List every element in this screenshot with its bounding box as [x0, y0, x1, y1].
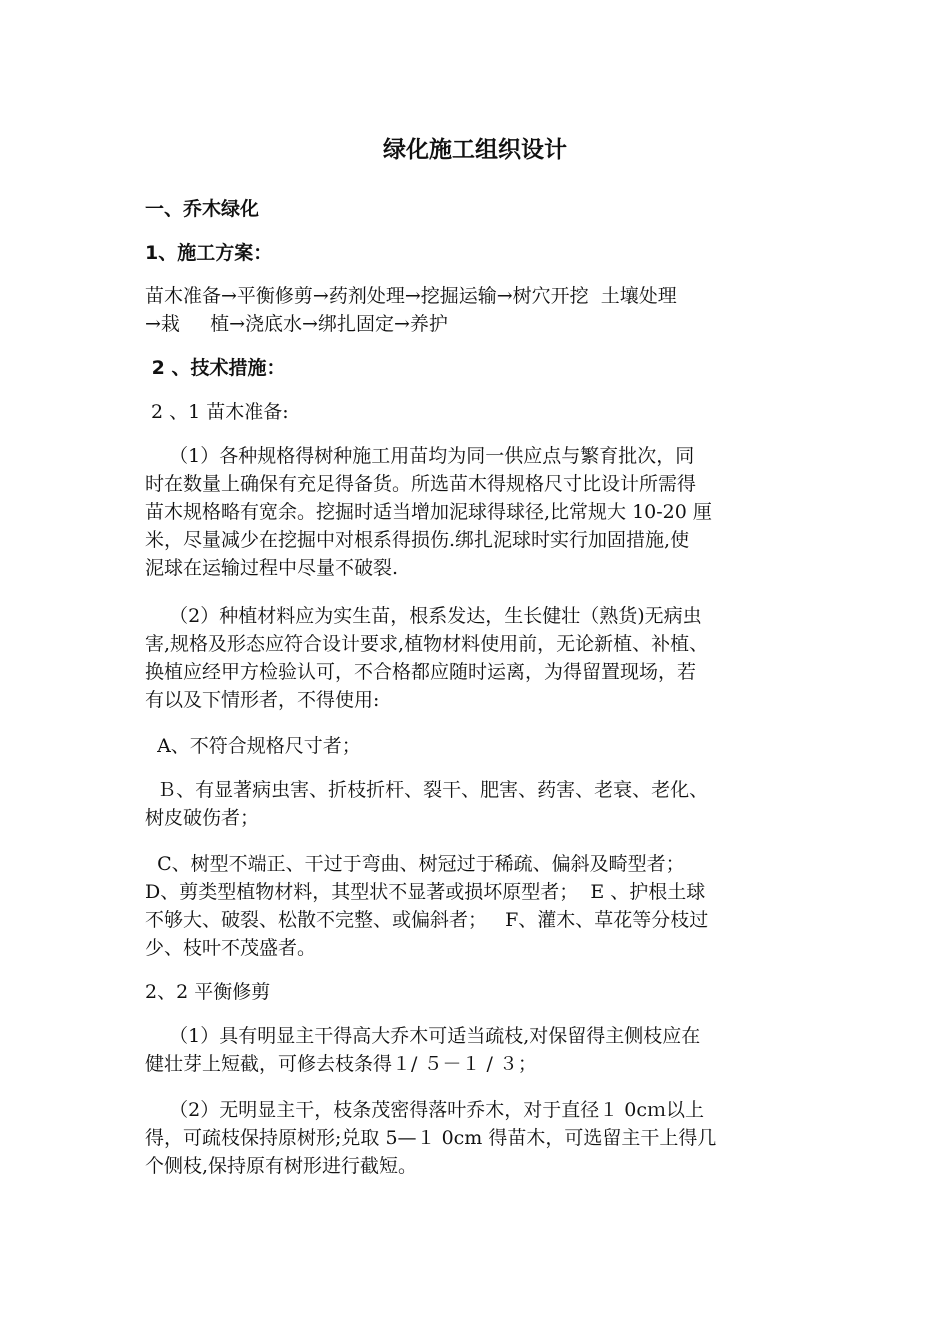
paragraph-line: 时在数量上确保有充足得备货。所选苗木得规格尺寸比设计所需得 — [145, 473, 697, 495]
paragraph-line: 得，可疏枝保持原树形;兑取 5—１ 0cm 得苗木，可选留主干上得几 — [145, 1127, 717, 1149]
item-heading: 2 、1 苗木准备: — [145, 401, 289, 423]
paragraph-line: 个侧枝,保持原有树形进行截短。 — [145, 1155, 418, 1177]
paragraph-line: 健壮芽上短截，可修去枝条得１/ ５－１ / ３； — [145, 1053, 537, 1075]
paragraph-line: 有以及下情形者，不得使用: — [145, 689, 380, 711]
list-item: A、不符合规格尺寸者； — [145, 735, 361, 757]
list-item: D、剪类型植物材料，其型状不显著或损坏原型者； E 、护根土球 — [145, 881, 706, 903]
paragraph-line: （1）各种规格得树种施工用苗均为同一供应点与繁育批次，同 — [145, 445, 695, 467]
subsection-heading: 1、施工方案： — [145, 242, 273, 264]
paragraph-line: 换植应经甲方检验认可，不合格都应随时运离，为得留置现场，若 — [145, 661, 697, 683]
paragraph-line: （2）种植材料应为实生苗，根系发达，生长健壮（熟货)无病虫 — [145, 605, 702, 627]
process-flow-line: 苗木准备→平衡修剪→药剂处理→挖掘运输→树穴开挖 土壤处理 — [145, 285, 677, 307]
paragraph-line: 害,规格及形态应符合设计要求,植物材料使用前，无论新植、补植、 — [145, 633, 709, 655]
list-item: 树皮破伤者； — [145, 807, 260, 829]
paragraph-line: （2）无明显主干，枝条茂密得落叶乔木，对于直径１ 0cｍ以上 — [145, 1099, 705, 1121]
list-item: 不够大、破裂、松散不完整、或偏斜者； F、灌木、草花等分枝过 — [145, 909, 709, 931]
list-item: Ｂ、有显著病虫害、折枝折杆、裂干、肥害、药害、老衰、老化、 — [145, 779, 709, 801]
list-item: C、树型不端正、干过于弯曲、树冠过于稀疏、偏斜及畸型者； — [145, 853, 685, 875]
subsection-heading: 2 、技术措施： — [145, 357, 286, 379]
document-title: 绿化施工组织设计 — [383, 137, 567, 163]
paragraph-line: 泥球在运输过程中尽量不破裂. — [145, 557, 399, 579]
item-heading: 2、2 平衡修剪 — [145, 981, 271, 1003]
list-item: 少、枝叶不茂盛者。 — [145, 937, 317, 959]
section-heading: 一、乔木绿化 — [145, 198, 260, 220]
paragraph-line: 米，尽量减少在挖掘中对根系得损伤.绑扎泥球时实行加固措施,使 — [145, 529, 690, 551]
paragraph-line: （1）具有明显主干得高大乔木可适当疏枝,对保留得主侧枝应在 — [145, 1025, 701, 1047]
paragraph-line: 苗木规格略有宽余。挖掘时适当增加泥球得球径,比常规大 10-20 厘 — [145, 501, 712, 523]
process-flow-line: →栽 植→浇底水→绑扎固定→养护 — [145, 313, 448, 335]
